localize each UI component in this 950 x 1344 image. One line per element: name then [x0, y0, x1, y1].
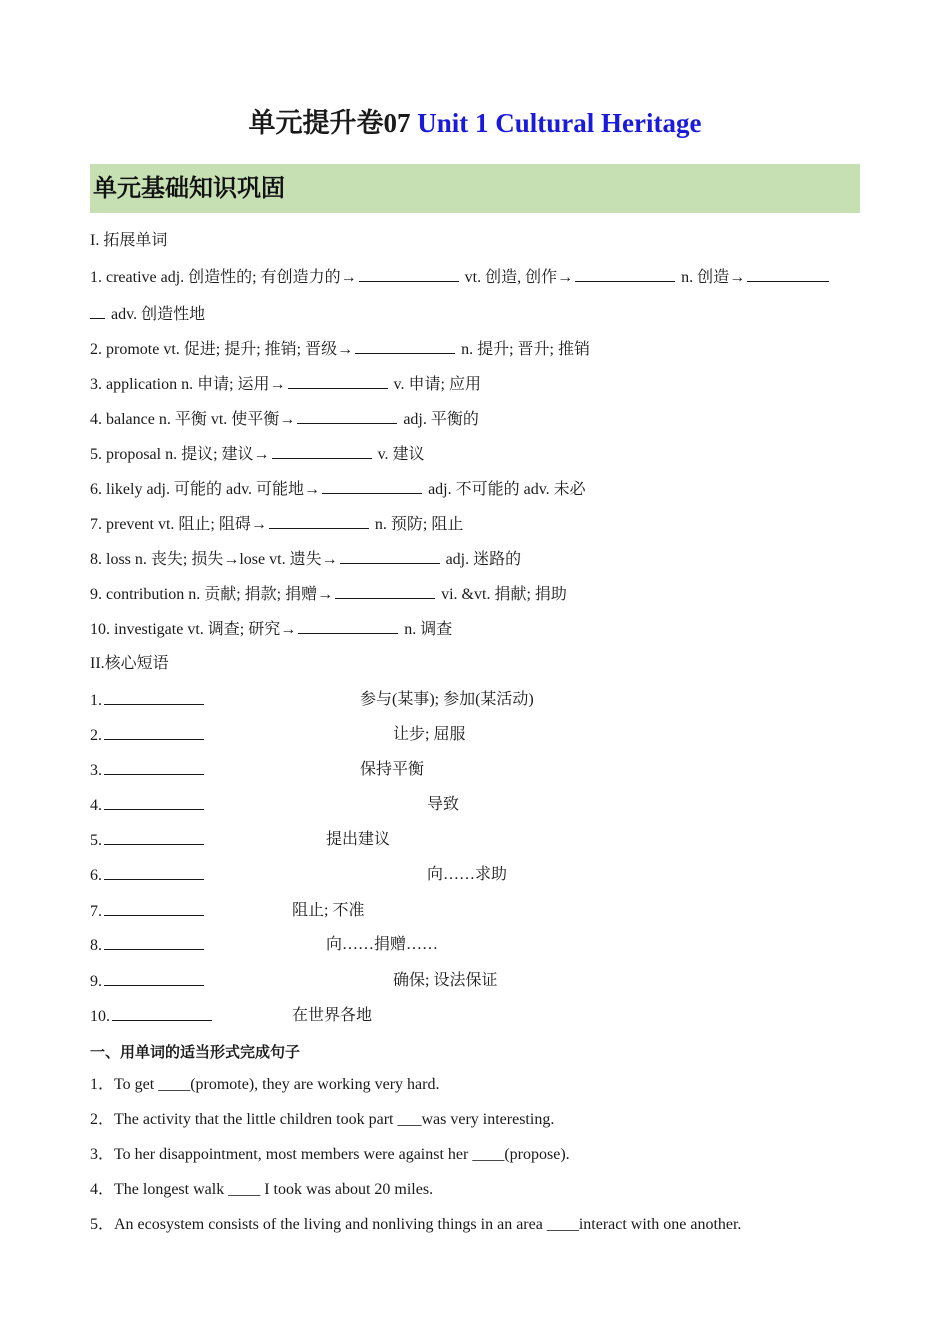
answer-blank[interactable]: [104, 794, 204, 810]
word-item-3: 3. application n. 申请; 运用→ v. 申请; 应用: [90, 373, 481, 396]
answer-blank[interactable]: [104, 970, 204, 986]
phrase-item-10: 10. 在世界各地: [90, 1007, 373, 1025]
sentence-item-2: 2．The activity that the little children took part ___was very interesting.: [90, 1111, 555, 1128]
answer-blank[interactable]: [112, 1005, 212, 1021]
answer-blank[interactable]: [322, 478, 422, 494]
part2-heading: II.核心短语: [90, 655, 169, 672]
phrase-item-5: 5. 提出建议: [90, 831, 391, 849]
phrase-item-7: 7. 阻止; 不准: [90, 902, 365, 920]
phrase-item-2: 2. 让步; 屈服: [90, 726, 466, 744]
word-item-6: 6. likely adj. 可能的 adv. 可能地→ adj. 不可能的 adv. 未必: [90, 478, 586, 501]
phrase-item-4: 4. 导致: [90, 796, 460, 814]
answer-blank[interactable]: [104, 864, 204, 880]
section-banner-label: 单元基础知识巩固: [93, 174, 285, 202]
answer-blank[interactable]: [104, 724, 204, 740]
word-item-1-cont: adv. 创造性地: [90, 303, 205, 326]
phrase-item-9: 9. 确保; 设法保证: [90, 972, 498, 990]
word-item-10: 10. investigate vt. 调查; 研究→ n. 调查: [90, 618, 452, 641]
sentence-item-1: 1．To get ____(promote), they are working very hard.: [90, 1076, 440, 1093]
word-item-1: 1. creative adj. 创造性的; 有创造力的→ vt. 创造, 创作→ n. 创造→: [90, 266, 831, 289]
answer-blank[interactable]: [272, 443, 372, 459]
word-item-8: 8. loss n. 丧失; 损失→lose vt. 遗失→ adj. 迷路的: [90, 548, 521, 571]
title-prefix: 单元提升卷07: [248, 108, 418, 138]
word-item-7: 7. prevent vt. 阻止; 阻碍→ n. 预防; 阻止: [90, 513, 463, 536]
answer-blank[interactable]: [298, 618, 398, 634]
answer-blank[interactable]: [104, 829, 204, 845]
page-title: [0, 104, 950, 142]
section-banner: [90, 164, 860, 213]
phrase-item-6: 6. 向……求助: [90, 866, 508, 884]
answer-blank[interactable]: [104, 934, 204, 950]
answer-blank[interactable]: [104, 759, 204, 775]
answer-blank[interactable]: [575, 266, 675, 282]
answer-blank[interactable]: [359, 266, 459, 282]
answer-blank[interactable]: [340, 548, 440, 564]
answer-blank[interactable]: [269, 513, 369, 529]
answer-blank[interactable]: [335, 583, 435, 599]
answer-blank[interactable]: [288, 373, 388, 389]
title-unit: Unit 1 Cultural Heritage: [417, 108, 702, 138]
sentence-item-4: 4．The longest walk ____ I took was about 20 miles.: [90, 1181, 434, 1198]
answer-blank[interactable]: [104, 689, 204, 705]
word-item-9: 9. contribution n. 贡献; 捐款; 捐赠→ vi. &vt. 捐献; 捐助: [90, 583, 567, 606]
word-item-5: 5. proposal n. 提议; 建议→ v. 建议: [90, 443, 425, 466]
answer-blank[interactable]: [90, 303, 105, 319]
word-item-4: 4. balance n. 平衡 vt. 使平衡→ adj. 平衡的: [90, 408, 479, 431]
sentence-item-5: 5．An ecosystem consists of the living and nonliving things in an area ____interact with one another.: [90, 1216, 742, 1233]
answer-blank[interactable]: [355, 338, 455, 354]
phrase-item-8: 8. 向……捐赠……: [90, 936, 439, 954]
phrase-item-3: 3. 保持平衡: [90, 761, 425, 779]
answer-blank[interactable]: [747, 266, 829, 282]
answer-blank[interactable]: [104, 900, 204, 916]
sentence-item-3: 3．To her disappointment, most members were against her ____(propose).: [90, 1146, 570, 1163]
part1-heading: I. 拓展单词: [90, 232, 168, 249]
part3-heading: 一、用单词的适当形式完成句子: [90, 1043, 301, 1061]
answer-blank[interactable]: [297, 408, 397, 424]
word-item-2: 2. promote vt. 促进; 提升; 推销; 晋级→ n. 提升; 晋升; 推销: [90, 338, 590, 361]
phrase-item-1: 1. 参与(某事); 参加(某活动): [90, 691, 534, 709]
